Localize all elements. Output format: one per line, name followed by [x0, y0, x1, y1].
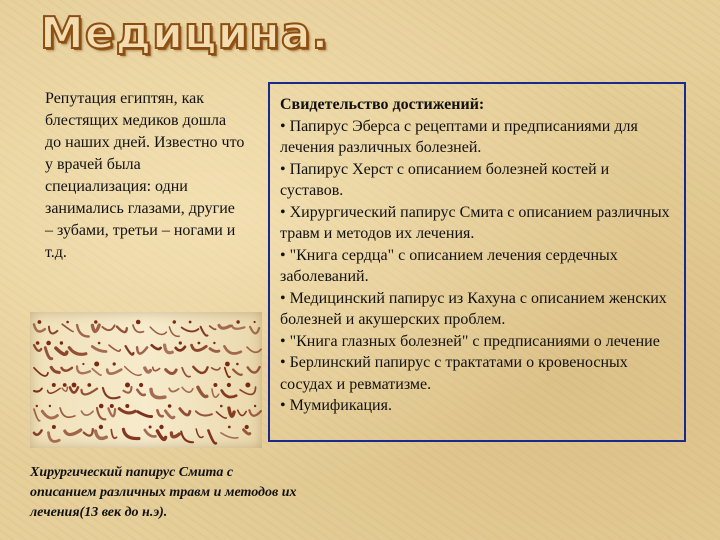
glyph-dot: [236, 363, 239, 366]
glyph-stroke: [224, 346, 241, 353]
glyph-dot: [189, 321, 192, 324]
glyph-stroke: [48, 388, 61, 393]
glyph-stroke: [150, 327, 166, 334]
glyph-dot: [228, 426, 231, 429]
glyph-dot: [52, 425, 56, 429]
glyph-dot: [245, 383, 250, 388]
achievement-item: • Берлинский папирус с трактатами о кровеносных сосудах и ревматизме.: [280, 354, 628, 393]
glyph-dot: [99, 425, 103, 429]
glyph-stroke: [153, 367, 160, 370]
glyph-stroke: [133, 325, 143, 332]
glyph-stroke: [169, 327, 179, 336]
glyph-stroke: [109, 345, 120, 351]
glyph-dot: [136, 320, 141, 325]
glyph-dot: [66, 321, 69, 324]
glyph-stroke: [56, 348, 67, 354]
intro-text: Репутация египтян, как блестящих медиков дошла до наших дней. Известно что у врачей была специализация: одни занимались глазами, другие – зубами, третьи – ногами и т.д.: [45, 90, 245, 261]
glyph-stroke: [34, 345, 41, 351]
glyph-stroke: [176, 347, 185, 350]
glyph-dot: [236, 320, 239, 323]
glyph-stroke: [49, 433, 60, 442]
glyph-stroke: [212, 389, 219, 397]
glyph-stroke: [193, 367, 207, 373]
glyph-stroke: [165, 411, 174, 418]
glyph-stroke: [229, 408, 234, 416]
glyph-stroke: [233, 370, 242, 375]
glyph-dot: [49, 405, 51, 407]
glyph-stroke: [97, 408, 105, 419]
glyph-stroke: [103, 388, 120, 398]
glyph-stroke: [152, 345, 161, 349]
glyph-stroke: [77, 366, 90, 373]
glyph-stroke: [107, 370, 121, 374]
glyph-dot: [63, 383, 67, 387]
glyph-stroke: [249, 410, 261, 416]
glyph-stroke: [34, 368, 48, 376]
achievement-item: • Папирус Эберса с рецептами и предписаниями для лечения различных болезней.: [280, 117, 638, 156]
glyph-stroke: [137, 390, 145, 395]
glyph-stroke: [119, 409, 135, 413]
glyph-stroke: [92, 325, 99, 331]
glyph-stroke: [216, 412, 226, 418]
glyph-stroke: [240, 387, 256, 394]
achievement-item: • Мумификация.: [280, 397, 392, 414]
glyph-stroke: [81, 411, 93, 415]
glyph-stroke: [182, 387, 193, 392]
glyph-stroke: [196, 411, 212, 415]
slide-title: Медицина.: [40, 8, 330, 59]
glyph-dot: [60, 341, 63, 344]
glyph-stroke: [201, 327, 208, 336]
glyph-stroke: [222, 391, 237, 398]
glyph-dot: [38, 320, 42, 324]
glyph-stroke: [51, 367, 59, 372]
glyph-dot: [72, 383, 77, 388]
glyph-dot: [227, 383, 231, 387]
glyph-stroke: [42, 411, 57, 418]
glyph-stroke: [96, 431, 107, 438]
glyph-stroke: [123, 429, 138, 438]
glyph-stroke: [232, 326, 245, 329]
glyph-stroke: [84, 429, 93, 436]
glyph-stroke: [151, 389, 165, 397]
glyph-stroke: [157, 431, 165, 440]
glyph-dot: [125, 404, 129, 408]
glyph-stroke: [45, 348, 52, 359]
glyph-stroke: [49, 327, 58, 334]
glyph-dot: [213, 383, 217, 387]
glyph-stroke: [126, 346, 134, 354]
glyph-dot: [36, 341, 40, 345]
glyph-stroke: [182, 368, 190, 377]
papyrus-image: [30, 312, 262, 448]
glyph-stroke: [208, 431, 216, 444]
glyph-dot: [113, 362, 116, 365]
glyph-dot: [82, 363, 84, 365]
glyph-stroke: [102, 325, 114, 330]
glyph-stroke: [34, 431, 42, 435]
glyph-dot: [94, 320, 97, 323]
glyph-dot: [99, 404, 104, 409]
glyph-stroke: [137, 347, 147, 353]
glyph-stroke: [157, 410, 162, 416]
glyph-stroke: [69, 348, 86, 355]
glyph-dot: [213, 342, 215, 344]
glyph-dot: [87, 383, 91, 387]
glyph-dot: [110, 404, 114, 408]
glyph-stroke: [219, 325, 230, 328]
glyph-dot: [149, 426, 152, 429]
glyph-stroke: [166, 370, 177, 374]
glyph-stroke: [165, 345, 173, 353]
glyph-stroke: [169, 388, 179, 391]
glyph-stroke: [70, 387, 78, 392]
glyph-stroke: [238, 410, 247, 415]
glyph-stroke: [250, 327, 259, 334]
glyph-stroke: [111, 430, 116, 439]
glyph-dot: [198, 342, 201, 345]
glyph-stroke: [180, 409, 190, 415]
glyph-dot: [36, 405, 38, 407]
glyph-dot: [98, 342, 101, 345]
glyph-dot: [220, 405, 223, 408]
glyph-dot: [125, 383, 130, 388]
glyph-dot: [179, 341, 182, 344]
glyph-stroke: [92, 369, 101, 375]
glyph-stroke: [248, 367, 260, 372]
glyph-stroke: [247, 347, 261, 352]
glyph-stroke: [192, 345, 207, 350]
glyph-stroke: [171, 433, 179, 437]
glyph-stroke: [108, 408, 115, 416]
hieratic-script-illustration: [30, 312, 262, 448]
glyph-stroke: [65, 430, 81, 435]
glyph-dot: [139, 383, 143, 387]
glyph-stroke: [34, 389, 42, 392]
glyph-stroke: [210, 326, 216, 329]
glyph-stroke: [62, 324, 73, 331]
glyph-stroke: [138, 412, 152, 417]
glyph-stroke: [124, 387, 132, 393]
glyph-stroke: [145, 368, 151, 372]
glyph-dot: [254, 405, 256, 407]
glyph-dot: [159, 425, 163, 429]
achievements-box: [268, 82, 686, 442]
glyph-dot: [245, 425, 249, 429]
glyph-stroke: [210, 349, 219, 352]
glyph-stroke: [117, 327, 127, 333]
papyrus-caption: Хирургический папирус Смита с описанием различных травм и методов их лечения(13 век до н.э).: [30, 465, 297, 520]
glyph-stroke: [212, 368, 220, 370]
glyph-dot: [46, 341, 51, 346]
glyph-stroke: [145, 430, 156, 437]
glyph-stroke: [77, 325, 89, 336]
achievements-heading: Свидетельство достижений:: [280, 96, 485, 113]
glyph-stroke: [182, 328, 199, 332]
glyph-stroke: [62, 368, 73, 371]
glyph-stroke: [60, 408, 75, 417]
glyph-dot: [168, 404, 172, 408]
achievement-item: • Папирус Херст с описанием болезней костей и суставов.: [280, 160, 610, 199]
glyph-dot: [52, 383, 56, 387]
glyph-dot: [94, 362, 99, 367]
glyph-stroke: [221, 433, 238, 438]
glyph-stroke: [92, 347, 106, 352]
glyph-stroke: [196, 429, 203, 437]
glyph-stroke: [225, 368, 230, 378]
glyph-stroke: [62, 387, 67, 391]
glyph-stroke: [244, 430, 250, 434]
glyph-dot: [254, 321, 256, 323]
glyph-stroke: [82, 389, 98, 395]
glyph-stroke: [125, 367, 141, 376]
achievement-item: • "Книга сердца" с описанием лечения сердечных заболеваний.: [280, 246, 618, 285]
glyph-stroke: [34, 325, 45, 332]
glyph-dot: [173, 320, 176, 323]
glyph-stroke: [181, 432, 193, 443]
glyph-stroke: [198, 387, 207, 396]
achievement-item: • "Книга глазных болезней" с предписаниями о лечение: [280, 332, 660, 350]
glyph-stroke: [34, 409, 40, 421]
achievement-item: • Хирургический папирус Смита с описанием различных травм и методов их лечения.: [280, 203, 670, 242]
achievement-item: • Медицинский папирус из Кахуна с описанием женских болезней и акушерских проблем.: [280, 289, 667, 328]
glyph-dot: [225, 362, 230, 367]
